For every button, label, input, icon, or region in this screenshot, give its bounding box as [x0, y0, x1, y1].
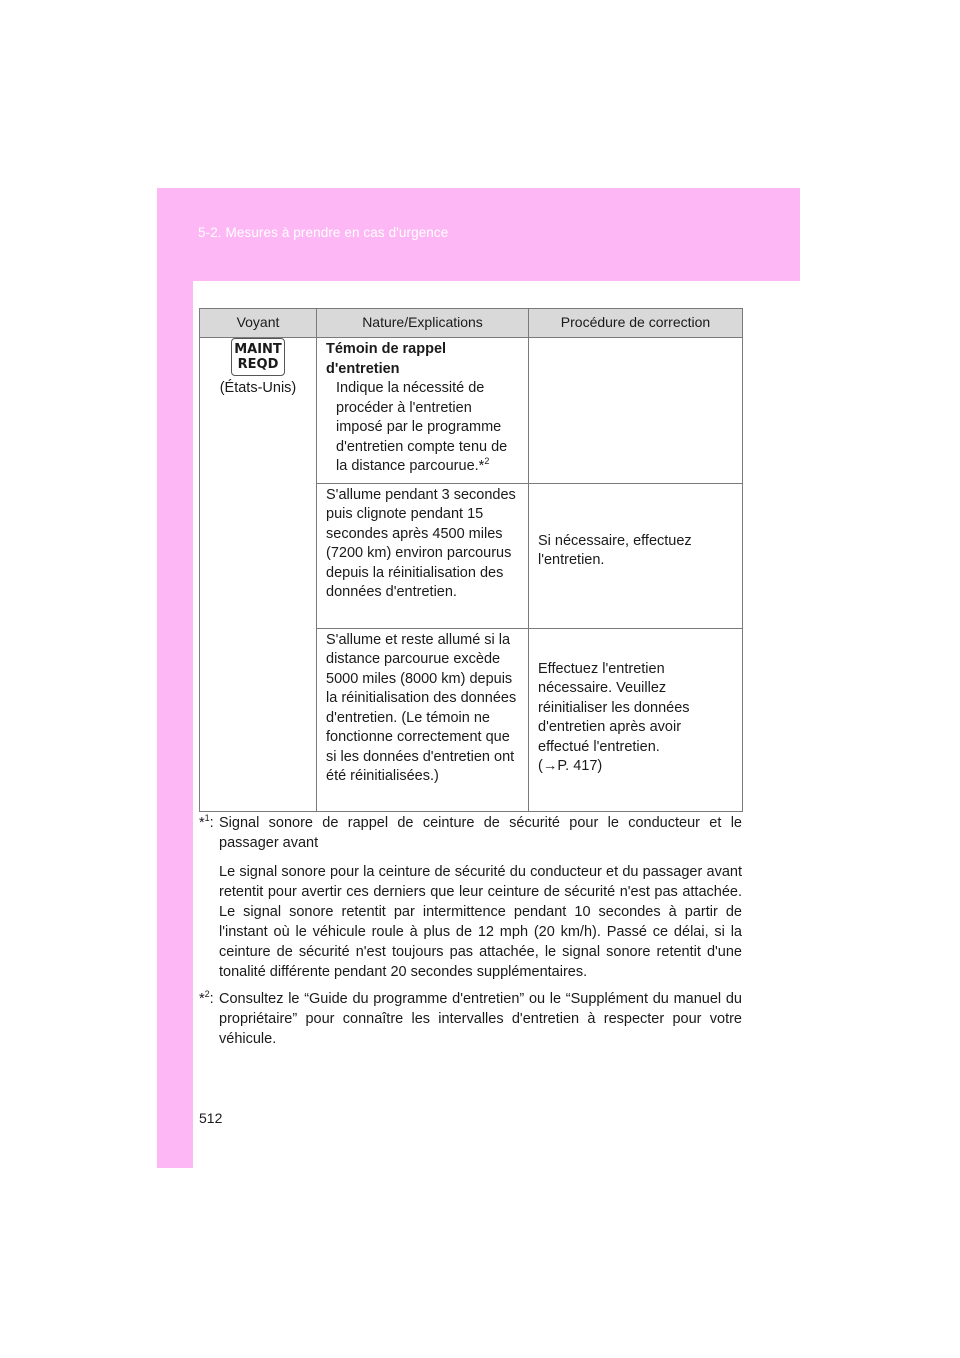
page-number: 512	[199, 1110, 223, 1126]
footnote-body: Le signal sonore pour la ceinture de sécurité du conducteur et du passager avant retentit pour avertir ces derniers que leur ceinture de sécurité n'est pas attachée. Le signal sonore retentit par intermittence pendant 10 secondes à partir de l'instant où le véhicule roule à plus de 12 mph (20 km/h). Passé ce délai, si la ceinture de sécurité n'est toujours pas attachée, le signal sonore retentit d'une tonalité différente pendant 20 secondes supplémentaires.	[219, 864, 742, 980]
correction-text-2: Si nécessaire, effectuez l'entretien.	[538, 532, 692, 568]
indicator-table	[199, 308, 743, 812]
maint-reqd-indicator-icon	[231, 338, 285, 376]
nature-text-2: S'allume pendant 3 secondes puis clignote pendant 15 secondes après 4500 miles (7200 km) environ parcourus depuis la réinitialisation des données d'entretien.	[326, 486, 516, 600]
section-title: 5-2. Mesures à prendre en cas d'urgence	[198, 225, 449, 240]
footnote-2	[199, 989, 742, 1049]
correction-cell-1	[529, 338, 743, 484]
region-label: (États-Unis)	[219, 380, 297, 396]
correction-cell-2	[529, 483, 743, 628]
nature-text-3: S'allume et reste allumé si la distance parcourue excède 5000 miles (8000 km) depuis la réinitialisation des données d'entretien. (Le témoin ne fonctionne correctement que si les données d'entretien ont été réinitialisées.)	[326, 631, 517, 784]
indicator-description-text: Indique la nécessité de procéder à l'entretien imposé par le programme d'entretien compte tenu de la distance parcourue.*	[336, 380, 508, 474]
footnote-marker: *$^1$:	[199, 813, 214, 831]
table-header-row	[200, 309, 743, 338]
footnote-1	[199, 813, 742, 982]
header-nature: Nature/Explications	[317, 309, 529, 338]
indicator-description	[326, 379, 519, 477]
page-side-tab	[157, 188, 193, 1168]
page-reference: (→P. 417)	[538, 758, 603, 774]
footnote-ref-2: 2	[484, 456, 490, 467]
footnote-marker: *$^2$:	[199, 989, 214, 1007]
header-procedure: Procédure de correction	[529, 309, 743, 338]
footnotes	[199, 813, 742, 1049]
indicator-title: Témoin de rappel d'entretien	[326, 341, 447, 377]
icon-line2: REQD	[237, 357, 279, 372]
voyant-cell	[200, 338, 317, 812]
header-voyant: Voyant	[200, 309, 317, 338]
nature-cell-1	[317, 338, 529, 484]
footnote-title: Signal sonore de rappel de ceinture de sécurité pour le conducteur et le passager avant	[219, 815, 742, 851]
nature-cell-2	[317, 483, 529, 628]
table-row	[200, 338, 743, 484]
icon-line1: MAINT	[234, 342, 282, 357]
correction-text-3: Effectuez l'entretien nécessaire. Veuillez réinitialiser les données d'entretien après avoir effectué l'entretien.	[538, 660, 690, 755]
nature-cell-3	[317, 628, 529, 811]
correction-cell-3	[529, 628, 743, 811]
footnote-title: Consultez le “Guide du programme d'entretien” ou le “Supplément du manuel du propriétaire” pour connaître les intervalles d'entretien à respecter pour votre véhicule.	[219, 991, 742, 1047]
